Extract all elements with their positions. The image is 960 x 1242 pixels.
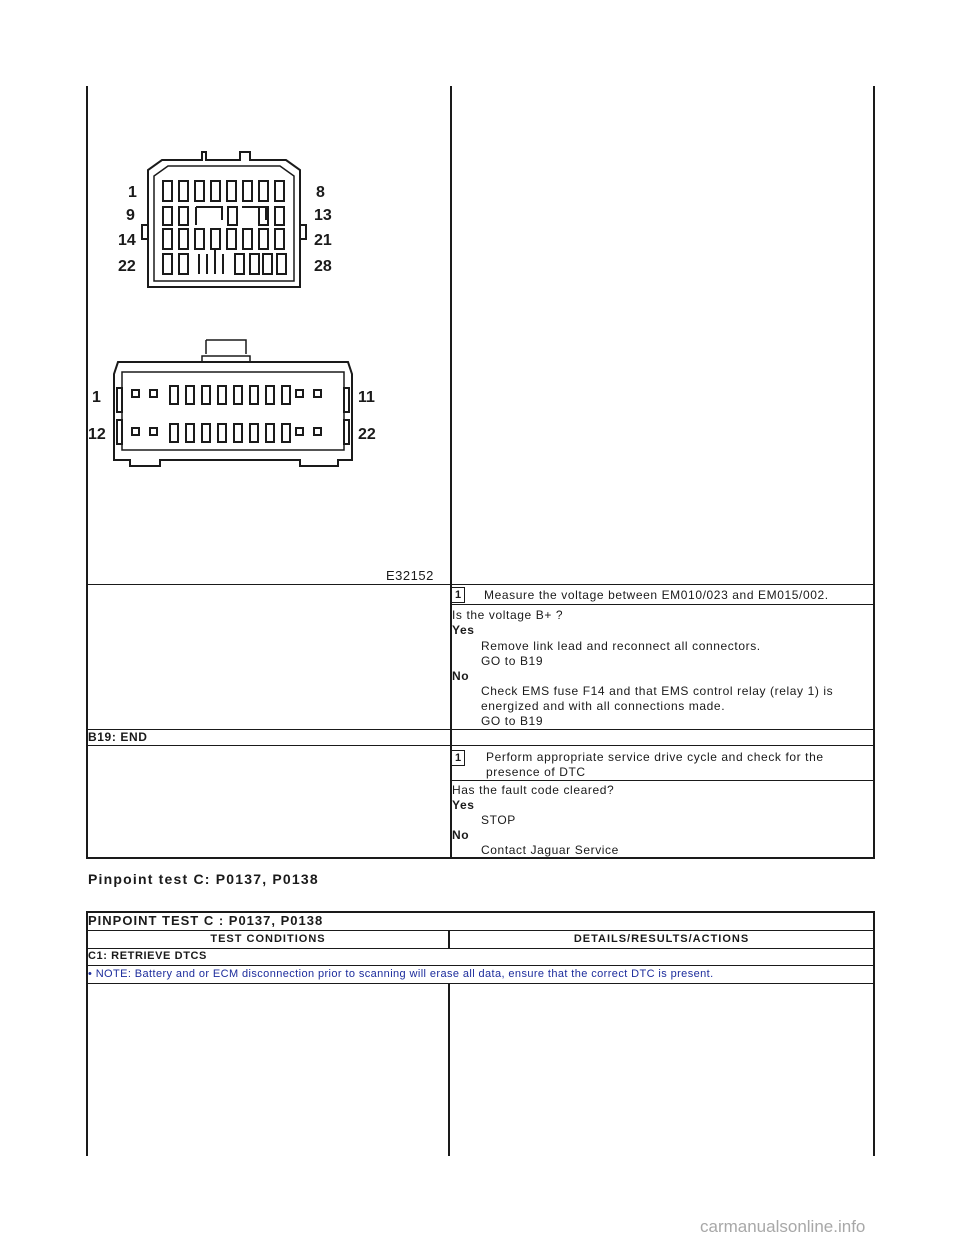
no-label: No — [452, 828, 470, 842]
svg-text:carmanualsonline.info: carmanualsonline.info — [700, 1217, 866, 1236]
yes-label: Yes — [452, 798, 475, 812]
step-header-b19: B19: END — [88, 730, 148, 744]
no-action: Check EMS fuse F14 and that EMS control relay (relay 1) is — [481, 684, 834, 698]
pin-label: 22 — [118, 258, 136, 275]
column-header-conditions: TEST CONDITIONS — [210, 933, 326, 945]
row-rule — [86, 965, 875, 966]
table-title: PINPOINT TEST C : P0137, P0138 — [88, 913, 324, 928]
watermark-logo — [700, 1212, 956, 1238]
connector-28-way — [142, 152, 306, 287]
step-instruction: Measure the voltage between EM010/023 and EM015/002. — [484, 588, 829, 602]
no-goto: GO to B19 — [481, 714, 544, 728]
yes-action: Remove link lead and reconnect all connectors. — [481, 639, 761, 653]
pin-label: 8 — [316, 184, 325, 201]
step-instruction: Perform appropriate service drive cycle and check for the — [486, 750, 824, 764]
row-rule — [86, 983, 875, 984]
pin-label: 21 — [314, 232, 332, 249]
row-rule — [86, 745, 875, 746]
pin-label: 1 — [92, 389, 101, 406]
pin-label: 9 — [126, 207, 135, 224]
yes-goto: GO to B19 — [481, 654, 544, 668]
column-header-details: DETAILS/RESULTS/ACTIONS — [573, 933, 750, 945]
step-header-c1: C1: RETRIEVE DTCS — [88, 950, 207, 962]
yes-label: Yes — [452, 623, 475, 637]
step-number: 1 — [451, 587, 465, 603]
pin-label: 13 — [314, 207, 332, 224]
row-rule — [86, 930, 875, 931]
row-rule — [450, 604, 875, 605]
no-label: No — [452, 669, 470, 683]
no-action-cont: energized and with all connections made. — [481, 699, 726, 713]
step-instruction-cont: presence of DTC — [486, 765, 586, 779]
result-question: Has the fault code cleared? — [452, 783, 615, 797]
table-b-right-border — [873, 86, 875, 858]
pin-label: 11 — [358, 389, 375, 406]
step-number: 1 — [451, 750, 465, 766]
note-text: • NOTE: Battery and or ECM disconnection prior to scanning will erase all data, ensure that the correct DTC is present. — [88, 968, 714, 980]
connector-diagram — [90, 140, 445, 585]
pin-label: 12 — [88, 426, 106, 443]
table-c-divider — [448, 984, 450, 1156]
no-action: Contact Jaguar Service — [481, 843, 619, 857]
connector-22-way — [114, 340, 352, 466]
table-b-divider — [450, 86, 452, 858]
pin-label: 22 — [358, 426, 376, 443]
yes-action: STOP — [481, 813, 516, 827]
row-rule — [86, 729, 875, 730]
result-question: Is the voltage B+ ? — [452, 608, 564, 622]
pin-label: 1 — [128, 184, 137, 201]
pin-label: 28 — [314, 258, 332, 275]
figure-id: E32152 — [386, 568, 434, 583]
row-rule — [450, 780, 875, 781]
pin-label: 14 — [118, 232, 136, 249]
section-heading: Pinpoint test C: P0137, P0138 — [88, 871, 319, 887]
